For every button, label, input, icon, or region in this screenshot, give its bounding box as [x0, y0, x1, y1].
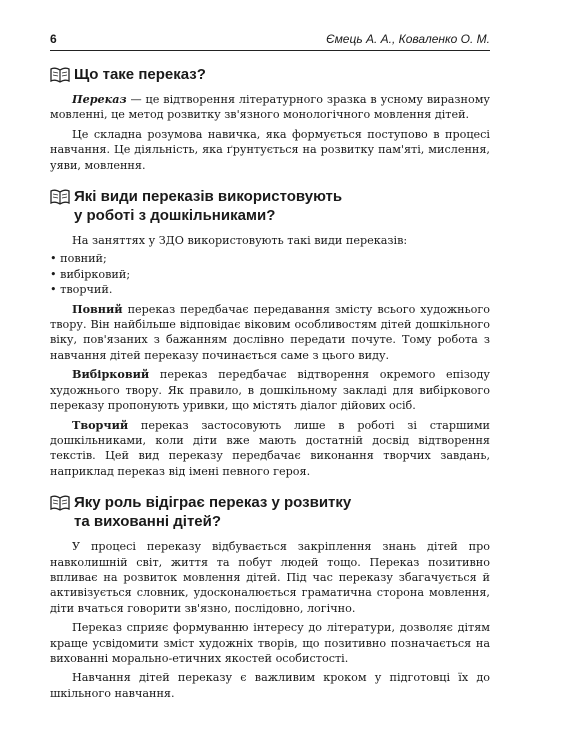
list-item: • вибірковий;: [50, 267, 490, 282]
paragraph: Переказ — це відтворення літературного зразка в усному виразному мовленні, це метод розвитку зв'язного монологічного мовлення дітей.: [50, 92, 490, 122]
section-heading-1: [50, 65, 490, 84]
section-heading-2: [50, 187, 490, 225]
paragraph: На заняттях у ЗДО використовують такі види переказів:: [72, 234, 408, 248]
paragraph: Це складна розумова навичка, яка формується поступово в процесі навчання. Це діяльність, яка ґрунтується на розвитку пам'яті, мислення, уяви, мовлення.: [50, 127, 490, 172]
section-title: Що таке переказ?: [74, 66, 206, 83]
header-authors: Ємець А. А., Коваленко О. М.: [326, 32, 490, 46]
page: [50, 32, 490, 701]
page-number: 6: [50, 32, 57, 46]
section-heading-3: [50, 493, 490, 531]
section-title: Яку роль відіграє переказ у розвитку та вихованні дітей?: [74, 494, 352, 531]
list-item: • повний;: [50, 251, 490, 266]
paragraph: Переказ сприяє формуванню інтересу до літератури, дозволяє дітям краще усвідомити зміст художніх творів, що позитивно позначається на вихованні морально-етичних якостей особистості.: [50, 621, 490, 665]
section-title: Які види переказів використовують у роботі з дошкільниками?: [74, 188, 343, 225]
paragraph: Повний переказ передбачає передавання змісту всього художнього твору. Він найбільше відповідає віковим особливостям дітей дошкільного віку, пов'язаних з бажанням дослівно передати почуте. Тому робота з навчання дітей переказу починається саме з цього виду.: [50, 301, 490, 362]
paragraph: Творчий переказ застосовують лише в роботі зі старшими дошкільниками, коли діти вже мають достатній досвід відтворення текстів. Цей вид переказу передбачає виконання творчих завдань, наприклад переказ від імені певного героя.: [50, 417, 490, 478]
paragraph: Вибірковий переказ передбачає відтворення окремого епізоду художнього твору. Як правило, в дошкільному закладі для вибіркового переказу пропонують уривки, що містять діалог дійових осіб.: [50, 367, 490, 413]
book-icon: [50, 67, 70, 83]
paragraph: У процесі переказу відбувається закріплення знань дітей про навколишній світ, життя та побут людей тощо. Переказ позитивно впливає на розвиток мовлення дітей. Під час переказу збагачується й активізується словник, удосконалюється граматична сторона мовлення, діти вчаться говорити зв'язно, послідовно, логічно.: [50, 540, 490, 615]
book-icon: [50, 189, 70, 205]
list-item: • творчий.: [50, 282, 490, 297]
bullet-list: [50, 251, 490, 297]
running-header: [50, 32, 490, 51]
paragraph: Навчання дітей переказу є важливим кроком у підготовці їх до шкільного навчання.: [50, 671, 490, 700]
book-icon: [50, 495, 70, 511]
